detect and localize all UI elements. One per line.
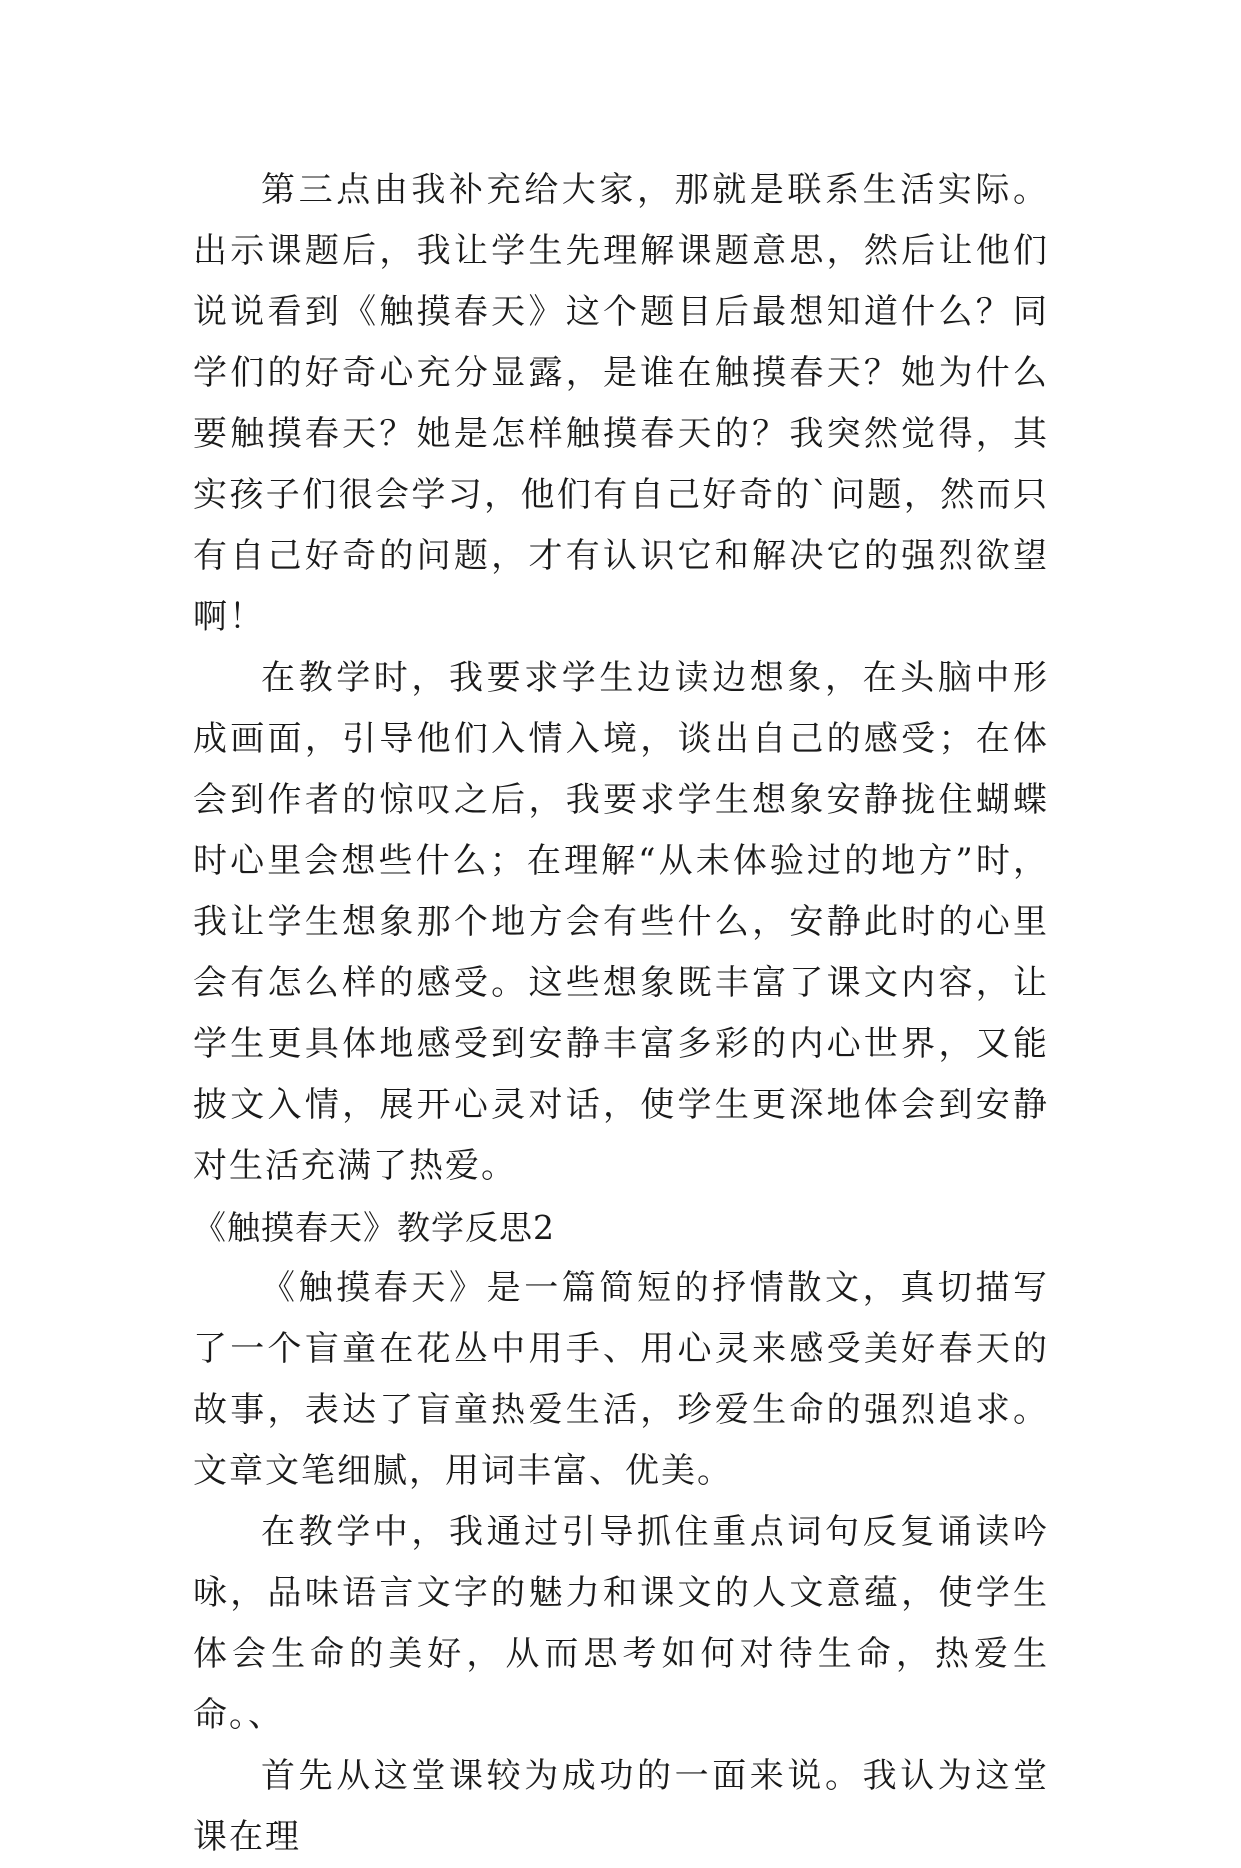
paragraph: 《触摸春天》是一篇简短的抒情散文，真切描写了一个盲童在花丛中用手、用心灵来感受美好春天的故事，表达了盲童热爱生活，珍爱生命的强烈追求。文章文笔细腻，用词丰富、优美。: [193, 1268, 1049, 1491]
paragraph: 在教学中，我通过引导抓住重点词句反复诵读吟咏，品味语言文字的魅力和课文的人文意蕴，使学生体会生命的美好，从而思考如何对待生命，热爱生命。、: [193, 1512, 1049, 1735]
paragraph: 在教学时，我要求学生边读边想象，在头脑中形成画面，引导他们入情入境，谈出自己的感受；在体会到作者的惊叹之后，我要求学生想象安静拢住蝴蝶时心里会想些什么；在理解“从未体验过的地方”时，我让学生想象那个地方会有些什么，安静此时的心里会有怎么样的感受。这些想象既丰富了课文内容，让学生更具体地感受到安静丰富多彩的内心世界，又能披文入情，展开心灵对话，使学生更深地体会到安静对生活充满了热爱。: [193, 658, 1049, 1186]
section-title: 《触摸春天》教学反思2: [193, 1208, 555, 1247]
paragraph: 第三点由我补充给大家，那就是联系生活实际。出示课题后，我让学生先理解课题意思，然后让他们说说看到《触摸春天》这个题目后最想知道什么？同学们的好奇心充分显露，是谁在触摸春天？她为什么要触摸春天？她是怎样触摸春天的？我突然觉得，其实孩子们很会学习，他们有自己好奇的`问题，然而只有自己好奇的问题，才有认识它和解决它的强烈欲望啊！: [193, 170, 1049, 637]
document-body: [193, 160, 1049, 1868]
paragraph: 首先从这堂课较为成功的一面来说。我认为这堂课在理: [193, 1756, 1049, 1857]
